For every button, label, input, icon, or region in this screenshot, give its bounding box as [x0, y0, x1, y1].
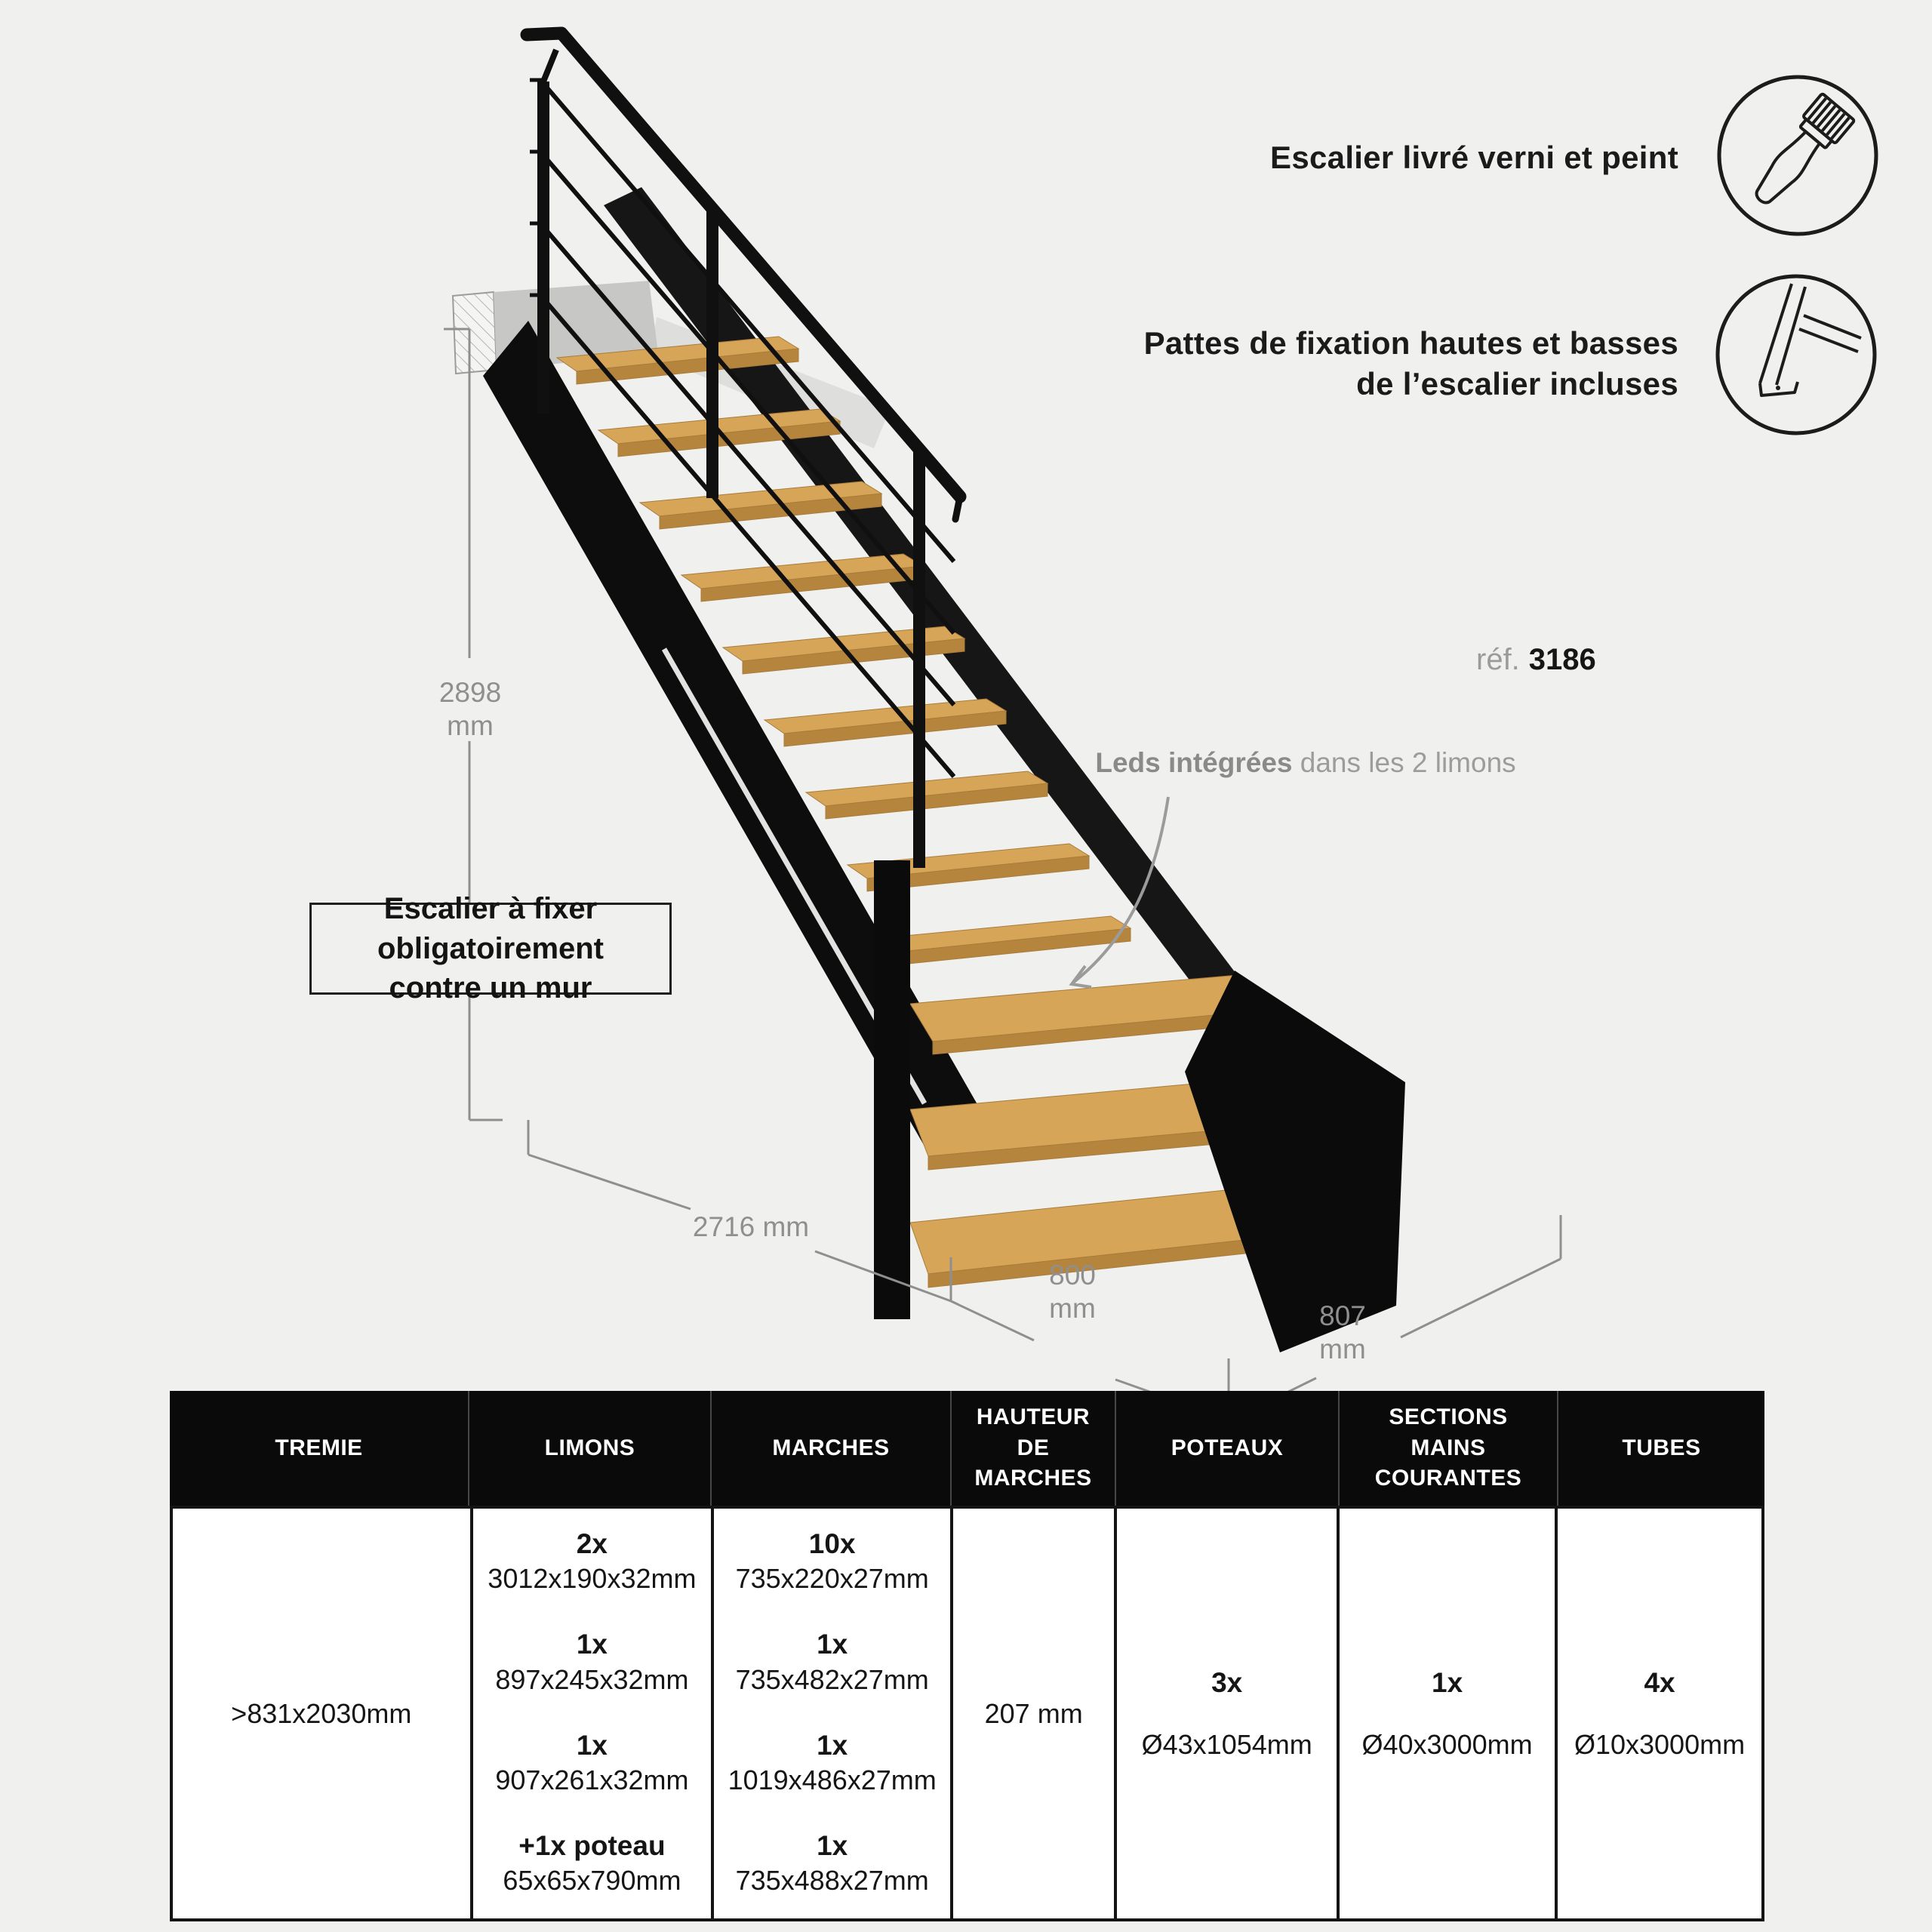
- marches-item: 1x 1019x486x27mm: [728, 1729, 937, 1795]
- delivery-note: Escalier livré verni et peint: [1270, 140, 1678, 175]
- sections-count: 1x: [1432, 1666, 1463, 1698]
- cell-limons: [470, 1509, 712, 1918]
- limons-item: 1x 897x245x32mm: [495, 1629, 689, 1695]
- header-poteaux: POTEAUX: [1115, 1391, 1338, 1506]
- dimension-800-value: 800: [1049, 1260, 1096, 1291]
- wall-warning-line2: contre un mur: [389, 971, 592, 1005]
- poteaux-count: 3x: [1211, 1666, 1243, 1698]
- cell-hauteur-de-marches: [950, 1509, 1114, 1918]
- cell-tremie: [173, 1509, 470, 1918]
- tremie-value: >831x2030mm: [231, 1698, 412, 1729]
- leds-note-regular: dans les 2 limons: [1292, 747, 1516, 778]
- reference-value: 3186: [1528, 643, 1596, 676]
- marches-item: 1x 735x488x27mm: [735, 1829, 929, 1896]
- dimension-width-807: [1292, 1300, 1393, 1367]
- tubes-size: Ø10x3000mm: [1574, 1728, 1746, 1760]
- leds-note-bold: Leds intégrées: [1095, 747, 1293, 778]
- cell-marches: [711, 1509, 950, 1918]
- header-marches: MARCHES: [710, 1391, 950, 1506]
- cell-sections-mains-courantes: [1337, 1509, 1555, 1918]
- reference: [1476, 643, 1596, 677]
- tubes-count: 4x: [1644, 1666, 1675, 1698]
- cell-tubes: [1555, 1509, 1761, 1918]
- limons-item: 1x 907x261x32mm: [495, 1729, 689, 1795]
- cell-poteaux: [1114, 1509, 1337, 1918]
- dimension-800-unit: mm: [1049, 1293, 1096, 1324]
- newel-post: [874, 860, 910, 1319]
- spec-table-header: [170, 1391, 1764, 1506]
- hauteur-value: 207 mm: [984, 1698, 1083, 1729]
- dimension-807-unit: mm: [1319, 1334, 1366, 1365]
- fixation-note: [1144, 323, 1678, 405]
- wall-warning-box: [309, 891, 672, 1005]
- header-limons: LIMONS: [468, 1391, 710, 1506]
- header-tubes: TUBES: [1557, 1391, 1764, 1506]
- fixation-note-line2: de l’escalier incluses: [1356, 365, 1678, 401]
- header-sections-mains-courantes: SECTIONS MAINS COURANTES: [1338, 1391, 1557, 1506]
- fixation-bracket-icon: [1713, 272, 1879, 438]
- limons-item: 2x 3012x190x32mm: [488, 1528, 697, 1595]
- limons-item: +1x poteau 65x65x790mm: [503, 1829, 681, 1896]
- sections-size: Ø40x3000mm: [1361, 1728, 1533, 1760]
- wall-warning-line1: Escalier à fixer obligatoirement: [377, 891, 605, 965]
- spec-table-body: [170, 1506, 1764, 1921]
- dimension-807-value: 807: [1319, 1300, 1366, 1331]
- right-guard-stringer: [1185, 971, 1405, 1352]
- paintbrush-icon: [1715, 72, 1881, 238]
- poteaux-size: Ø43x1054mm: [1141, 1728, 1312, 1760]
- dimension-length: 2716 mm: [692, 1211, 810, 1242]
- dimension-width-800: [1022, 1259, 1123, 1326]
- header-tremie: TREMIE: [275, 1435, 363, 1460]
- leds-note: [1004, 747, 1607, 779]
- fixation-note-line1: Pattes de fixation hautes et basses: [1143, 325, 1678, 361]
- dimension-height-unit: mm: [447, 710, 494, 742]
- dimension-height: [420, 676, 521, 743]
- reference-label: réf.: [1476, 643, 1520, 676]
- marches-item: 10x 735x220x27mm: [735, 1528, 929, 1595]
- marches-item: 1x 735x482x27mm: [735, 1629, 929, 1695]
- dimension-height-value: 2898: [438, 677, 502, 708]
- header-hauteur-de-marches: HAUTEUR DE MARCHES: [950, 1391, 1115, 1506]
